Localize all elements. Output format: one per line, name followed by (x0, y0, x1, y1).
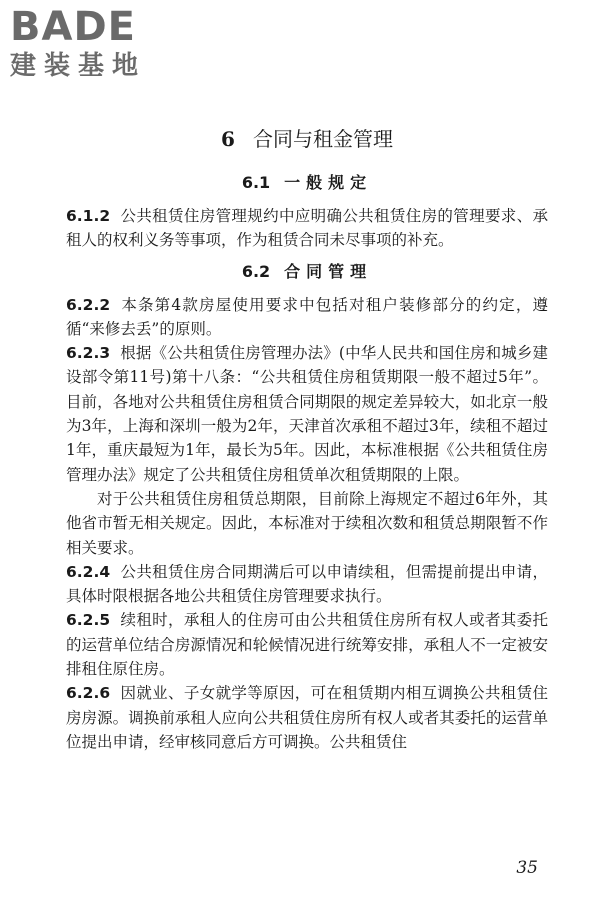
page-number: 35 (516, 858, 538, 878)
logo-wordmark: BADE (10, 4, 136, 50)
paragraph-number: 6.2.3 (66, 344, 111, 363)
paragraph (66, 341, 548, 487)
section-title: 合同管理 (284, 261, 373, 281)
paragraph-text: 根据《公共租赁住房管理办法》(中华人民共和国住房和城乡建设部令第11号)第十八条：“公共租赁住房租赁期限一般不超过5年”。目前，各地对公共租赁住房租赁合同期限的规定差异较大，如北京一般为3年，上海和深圳一般为2年，天津首次承租不超过3年，续租不超过1年，重庆最短为1年，最长为5年。因此，本标准根据《公共租赁住房管理办法》规定了公共租赁住房租赁单次租赁期限的上限。 (66, 344, 548, 484)
paragraph (66, 204, 548, 253)
paragraph-text: 公共租赁住房管理规约中应明确公共租赁住房的管理要求、承租人的权利义务等事项，作为租赁合同未尽事项的补充。 (66, 207, 548, 250)
page-body (66, 124, 548, 754)
paragraph-number: 6.2.5 (66, 611, 111, 630)
paragraph-text: 续租时，承租人的住房可由公共租赁住房所有权人或者其委托的运营单位结合房源情况和轮候情况进行统筹安排，承租人不一定被安排租住原住房。 (66, 611, 548, 679)
section-title: 一般规定 (284, 173, 373, 192)
chapter-number: 6 (221, 127, 235, 151)
paragraph-number: 6.2.4 (66, 562, 111, 581)
section-heading (66, 261, 548, 283)
section-number: 6.1 (241, 173, 271, 192)
paragraph-number: 6.1.2 (66, 207, 111, 225)
logo (10, 6, 180, 82)
section-heading (66, 172, 548, 194)
section-number: 6.2 (241, 261, 271, 281)
paragraph-text: 因就业、子女就学等原因，可在租赁期内相互调换公共租赁住房房源。调换前承租人应向公共租赁住房所有权人或者其委托的运营单位提出申请，经审核同意后方可调换。公共租赁住 (66, 684, 548, 751)
paragraph (66, 681, 548, 754)
paragraph (66, 608, 548, 681)
logo-subtitle: 建装基地 (10, 51, 147, 81)
chapter-title: 合同与租金管理 (252, 127, 393, 151)
paragraph (66, 560, 548, 609)
paragraph-number: 6.2.6 (66, 684, 111, 703)
paragraph-text: 公共租赁住房合同期满后可以申请续租，但需提前提出申请，具体时限根据各地公共租赁住房管理要求执行。 (66, 562, 548, 606)
paragraph (66, 293, 548, 342)
paragraph (66, 487, 548, 560)
paragraph-number: 6.2.2 (66, 295, 111, 314)
paragraph-text: 本条第4款房屋使用要求中包括对租户装修部分的约定，遵循“来修去丢”的原则。 (66, 295, 548, 338)
chapter-heading (66, 124, 548, 154)
paragraph-text: 对于公共租赁住房租赁总期限，目前除上海规定不超过6年外，其他省市暂无相关规定。因此，本标准对于续租次数和租赁总期限暂不作相关要求。 (66, 489, 548, 557)
